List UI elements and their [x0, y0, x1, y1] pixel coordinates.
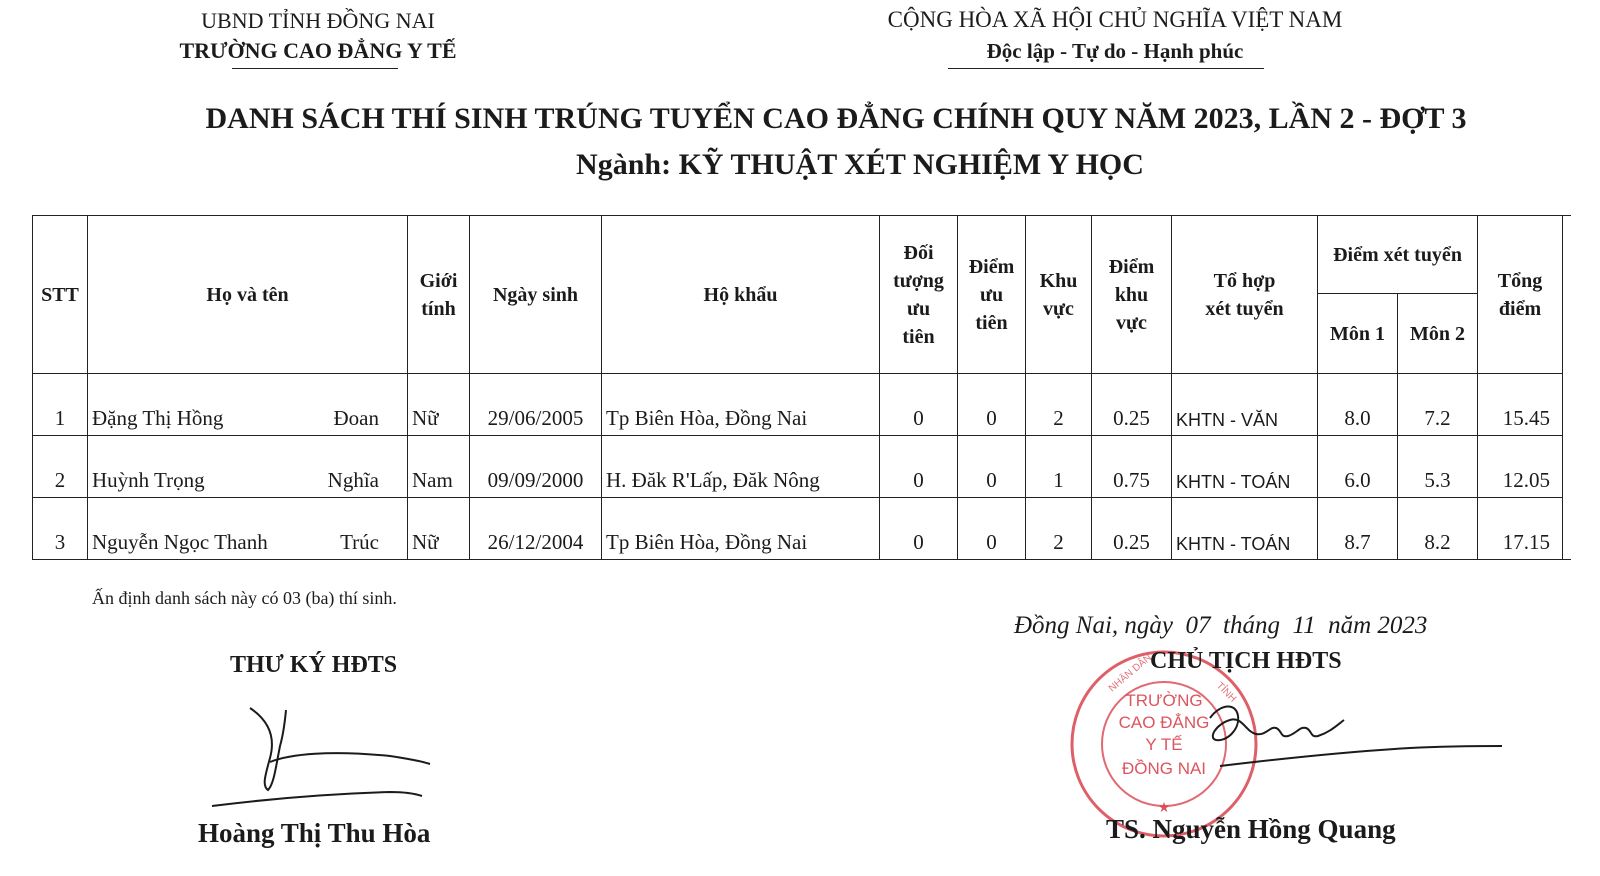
header-gender [408, 216, 470, 374]
cell-address: H. Đăk R'Lấp, Đăk Nông [602, 436, 880, 498]
hrp-l3: vực [1116, 311, 1147, 334]
header-priority-group [880, 216, 958, 374]
cell-subject2: 8.2 [1398, 498, 1478, 560]
list-note: Ấn định danh sách này có 03 (ba) thí sinh. [92, 588, 397, 608]
cell-subject2: 7.2 [1398, 374, 1478, 436]
cell-combination: KHTN - TOÁN [1172, 498, 1318, 560]
hpg-l3: ưu [906, 297, 931, 320]
secretary-name: Hoàng Thị Thu Hòa [198, 818, 431, 848]
cell-name [88, 436, 408, 498]
cell-subject1: 8.0 [1318, 374, 1398, 436]
cell-region-points: 0.75 [1092, 436, 1172, 498]
hr-l1: Khu [1039, 269, 1078, 292]
admission-table [32, 215, 1571, 560]
cell-last-name: Đoan [333, 406, 379, 430]
header-admission-scores: Điểm xét tuyển [1318, 216, 1478, 294]
header-left-underline [232, 68, 398, 69]
table-edge [1563, 216, 1571, 560]
hrp-l2: khu [1114, 283, 1149, 306]
ht-l1: Tổng [1497, 269, 1543, 292]
hpg-l2: tượng [893, 269, 944, 292]
cell-priority-group: 0 [880, 436, 958, 498]
cell-total: 15.45 [1478, 374, 1563, 436]
header-stt: STT [33, 216, 88, 374]
cell-region: 2 [1026, 374, 1092, 436]
authority-line: UBND TỈNH ĐỒNG NAI [201, 8, 435, 33]
document-subtitle: Ngành: KỸ THUẬT XÉT NGHIỆM Y HỌC [576, 148, 1144, 181]
cell-total: 12.05 [1478, 436, 1563, 498]
hr-l2: vực [1043, 297, 1074, 320]
cell-first-name: Huỳnh Trọng [92, 468, 205, 492]
cell-priority-points: 0 [958, 498, 1026, 560]
issuing-authority [168, 6, 468, 66]
hpg-l1: Đối [903, 241, 934, 264]
cell-region-points: 0.25 [1092, 374, 1172, 436]
cell-name [88, 498, 408, 560]
cell-first-name: Nguyễn Ngọc Thanh [92, 530, 268, 554]
cell-dob: 26/12/2004 [470, 498, 602, 560]
cell-subject2: 5.3 [1398, 436, 1478, 498]
cell-region-points: 0.25 [1092, 498, 1172, 560]
cell-priority-group: 0 [880, 374, 958, 436]
header-right-underline [948, 68, 1264, 69]
chairman-title: CHỦ TỊCH HĐTS [1150, 648, 1342, 674]
cell-region: 2 [1026, 498, 1092, 560]
chairman-signature [1180, 690, 1510, 790]
header-region [1026, 216, 1092, 374]
header-priority-points [958, 216, 1026, 374]
stamp-line-1: TRƯỜNG [1125, 691, 1203, 710]
stamp-line-4: ĐỒNG NAI [1121, 759, 1207, 778]
header-name: Họ và tên [88, 216, 408, 374]
signing-date: Đồng Nai, ngày 07 tháng 11 năm 2023 [1014, 612, 1428, 639]
header-subject1: Môn 1 [1318, 294, 1398, 374]
header-combination [1172, 216, 1318, 374]
header-gender-l1: Giới [419, 269, 458, 292]
hc-l1: Tổ hợp [1213, 269, 1276, 292]
secretary-title: THƯ KÝ HĐTS [230, 652, 398, 678]
header-gender-l2: tính [421, 297, 456, 320]
stamp-star: ★ [1157, 800, 1171, 816]
cell-address: Tp Biên Hòa, Đồng Nai [602, 374, 880, 436]
header-region-points [1092, 216, 1172, 374]
cell-subject1: 8.7 [1318, 498, 1398, 560]
school-name: TRƯỜNG CAO ĐẲNG Y TẾ [179, 38, 457, 63]
table-row [33, 436, 1571, 498]
cell-subject1: 6.0 [1318, 436, 1398, 498]
hpp-l2: ưu [979, 283, 1004, 306]
cell-gender: Nữ [408, 498, 470, 560]
cell-last-name: Nghĩa [327, 468, 379, 492]
header-subject2: Môn 2 [1398, 294, 1478, 374]
cell-priority-points: 0 [958, 436, 1026, 498]
cell-last-name: Trúc [340, 530, 379, 554]
cell-gender: Nữ [408, 374, 470, 436]
hpp-l1: Điểm [968, 255, 1015, 278]
cell-combination: KHTN - TOÁN [1172, 436, 1318, 498]
national-motto [800, 4, 1430, 66]
header-total [1478, 216, 1563, 374]
cell-priority-group: 0 [880, 498, 958, 560]
cell-combination: KHTN - VĂN [1172, 374, 1318, 436]
cell-region: 1 [1026, 436, 1092, 498]
table-row [33, 374, 1571, 436]
header-dob: Ngày sinh [470, 216, 602, 374]
cell-first-name: Đặng Thị Hồng [92, 406, 224, 430]
cell-stt: 1 [33, 374, 88, 436]
hpp-l3: tiên [975, 311, 1008, 334]
cell-dob: 09/09/2000 [470, 436, 602, 498]
ht-l2: điểm [1498, 297, 1542, 320]
cell-stt: 2 [33, 436, 88, 498]
stamp-line-3: Y TẾ [1145, 735, 1183, 754]
document-title: DANH SÁCH THÍ SINH TRÚNG TUYỂN CAO ĐẲNG CHÍNH QUY NĂM 2023, LẦN 2 - ĐỢT 3 [205, 102, 1467, 135]
hrp-l1: Điểm [1108, 255, 1155, 278]
cell-dob: 29/06/2005 [470, 374, 602, 436]
secretary-signature [210, 706, 440, 816]
hpg-l4: tiên [902, 325, 935, 348]
hc-l2: xét tuyển [1205, 297, 1284, 320]
cell-address: Tp Biên Hòa, Đồng Nai [602, 498, 880, 560]
cell-name [88, 374, 408, 436]
stamp-ring-text: NHÂN DÂN [1106, 652, 1154, 695]
cell-priority-points: 0 [958, 374, 1026, 436]
stamp-ring-text: TỈNH [1213, 680, 1239, 705]
country-name: CỘNG HÒA XÃ HỘI CHỦ NGHĨA VIỆT NAM [887, 7, 1343, 32]
cell-stt: 3 [33, 498, 88, 560]
cell-total: 17.15 [1478, 498, 1563, 560]
header-address: Hộ khẩu [602, 216, 880, 374]
chairman-name: TS. Nguyễn Hồng Quang [1106, 814, 1396, 844]
stamp-line-2: CAO ĐẲNG [1118, 713, 1210, 732]
motto: Độc lập - Tự do - Hạnh phúc [986, 39, 1244, 63]
cell-gender: Nam [408, 436, 470, 498]
table-row [33, 498, 1571, 560]
